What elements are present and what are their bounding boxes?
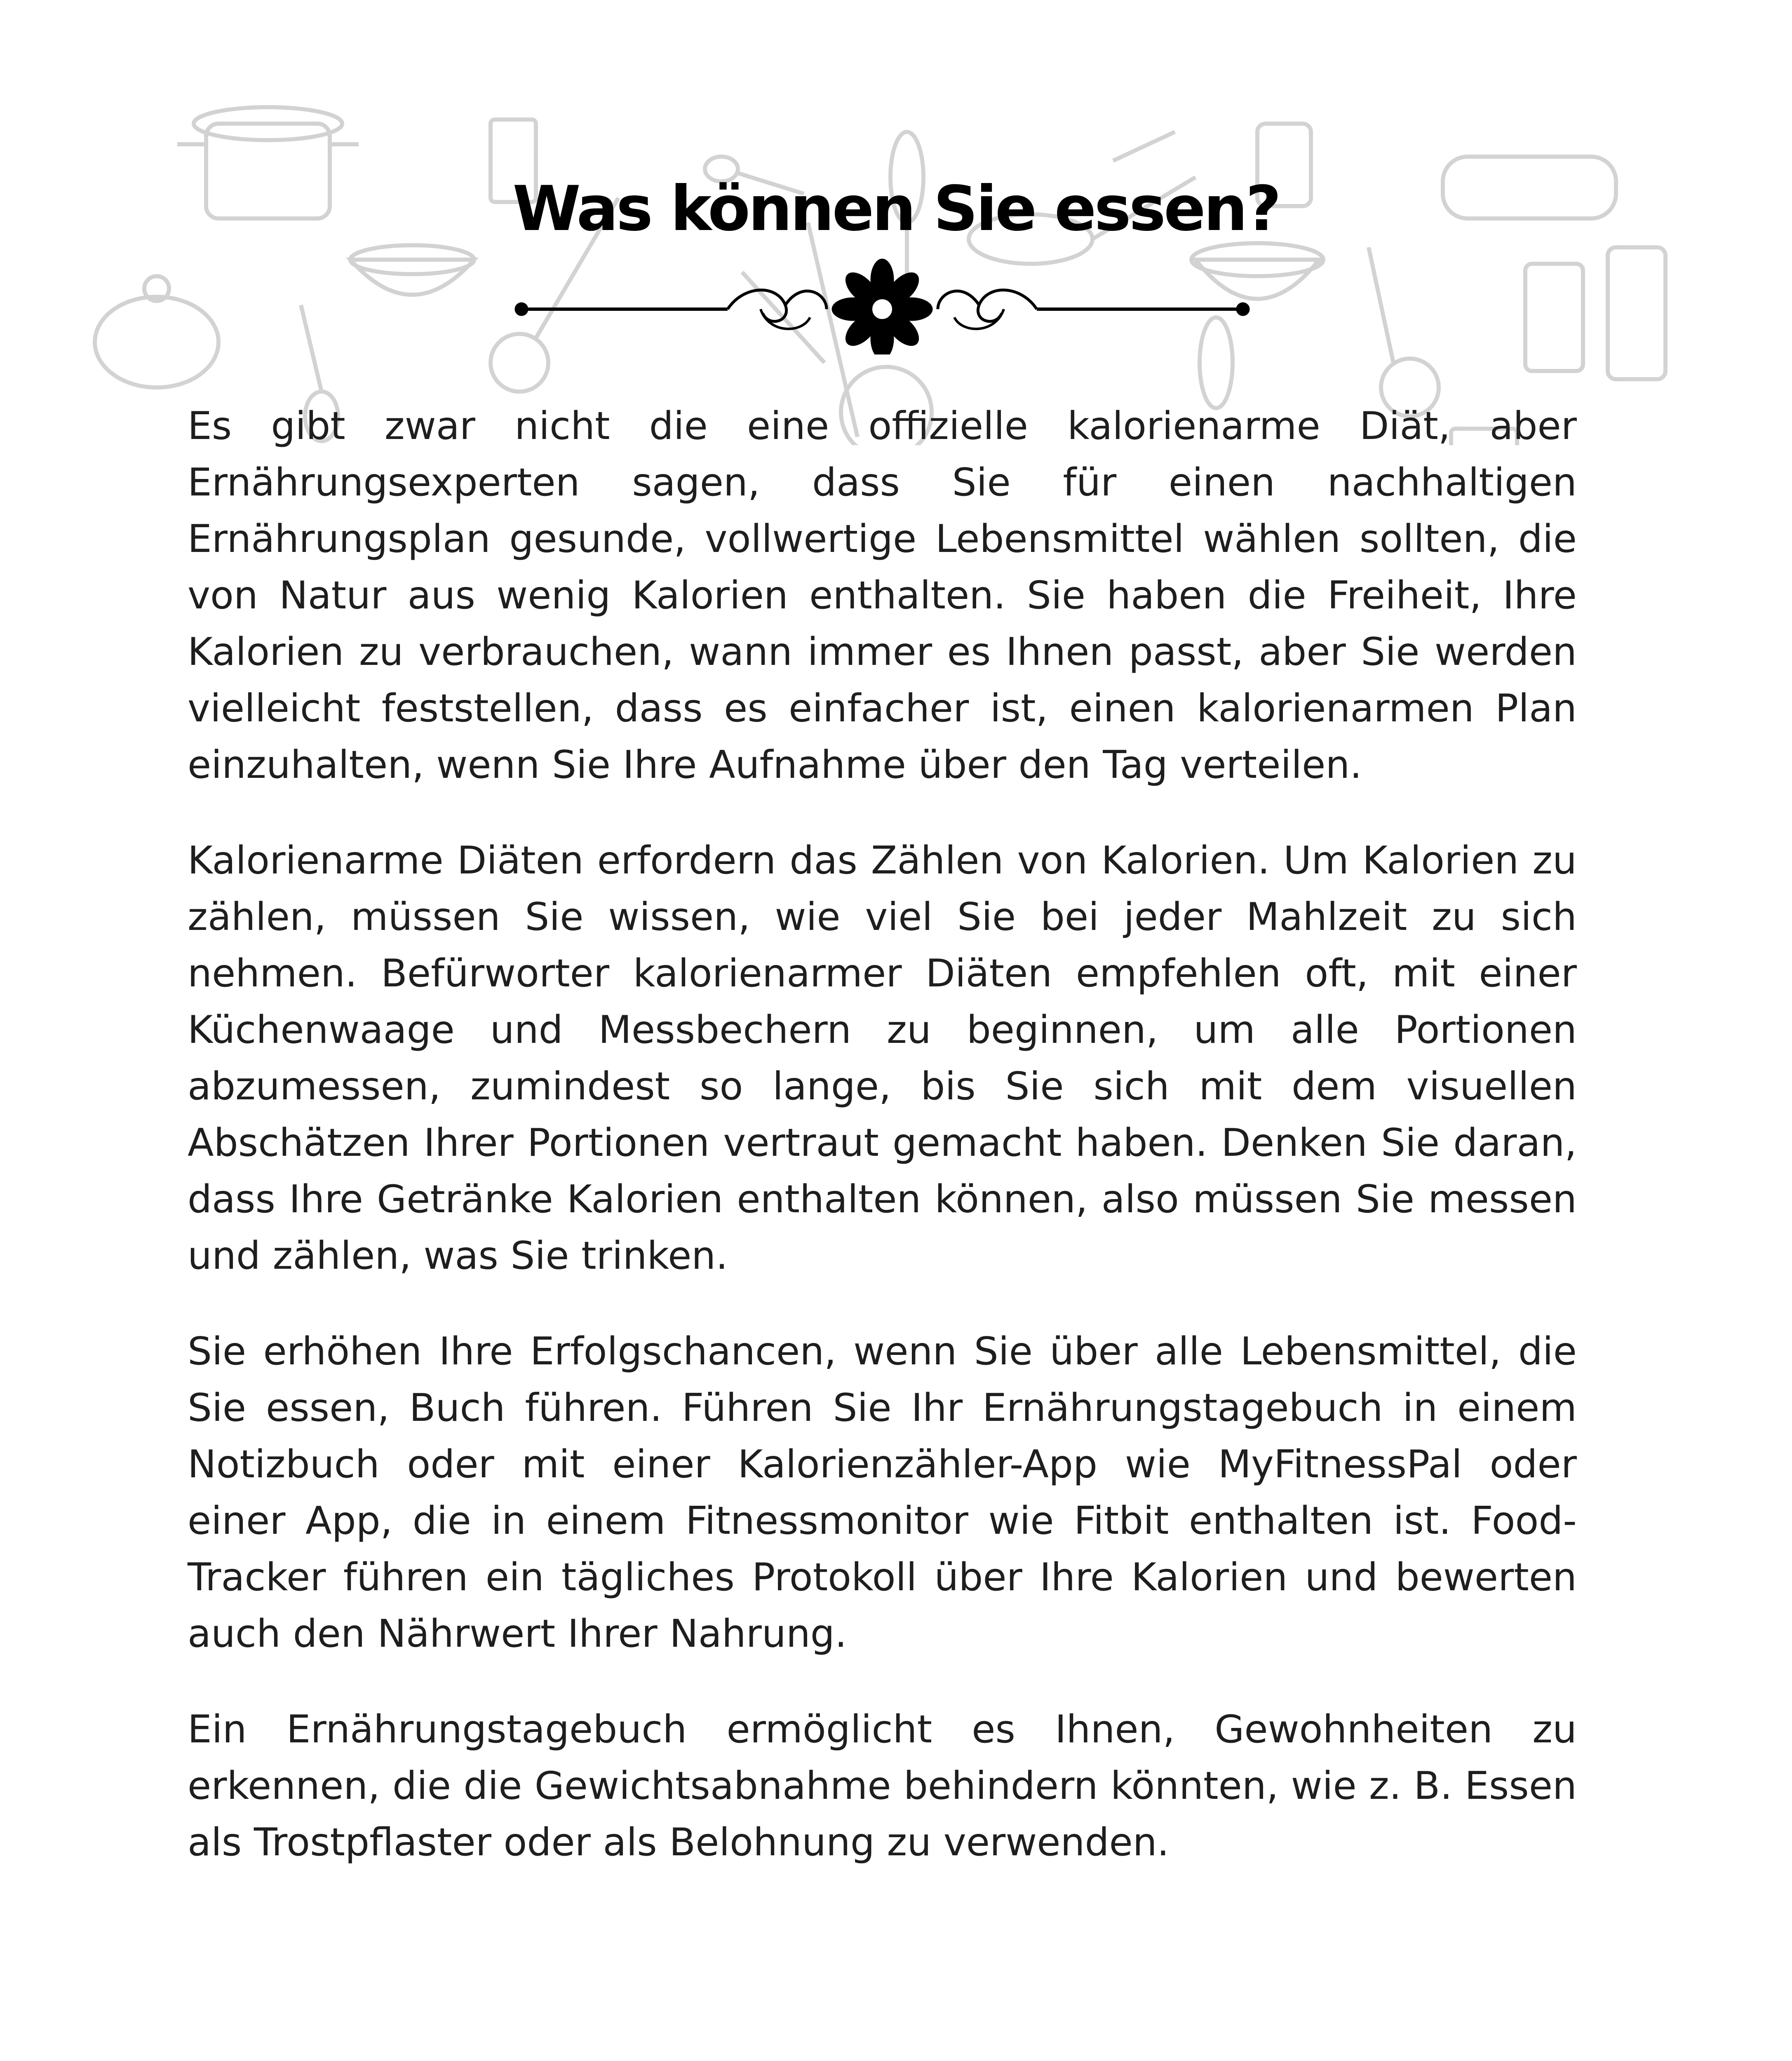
paragraph-4: Ein Ernährungstagebuch ermöglicht es Ihnen, Gewohnheiten zu erkennen, die die Gewichtsabnahme behindern könnten, wie z. B. Essen als Trostpflaster oder als Belohnung zu verwenden. bbox=[188, 1707, 1577, 1864]
body-text bbox=[188, 398, 1577, 1910]
flourish-divider-icon bbox=[513, 256, 1251, 354]
paragraph-1: Es gibt zwar nicht die eine offizielle kalorienarme Diät, aber Ernährungsexperten sagen, dass Sie für einen nachhaltigen Ernährungsplan gesunde, vollwertige Lebensmittel wählen sollten, die von Natur aus wenig Kalorien enthalten. Sie haben die Freiheit, Ihre Kalorien zu verbrauchen, wann immer es Ihnen passt, aber Sie werden vielleicht feststellen, dass es einfacher ist, einen kalorienarmen Plan einzuhalten, wenn Sie Ihre Aufnahme über den Tag verteilen. bbox=[188, 404, 1577, 787]
paragraph-3: Sie erhöhen Ihre Erfolgschancen, wenn Sie über alle Lebensmittel, die Sie essen, Buch führen. Führen Sie Ihr Ernährungstagebuch in einem Notizbuch oder mit einer Kalorienzähler-App wie MyFitnessPal oder einer App, die in einem Fitnessmonitor wie Fitbit enthalten ist. Food-Tracker führen ein tägliches Protokoll über Ihre Kalorien und bewerten auch den Nährwert Ihrer Nahrung. bbox=[188, 1329, 1577, 1656]
paragraph-2: Kalorienarme Diäten erfordern das Zählen von Kalorien. Um Kalorien zu zählen, müssen Sie wissen, wie viel Sie bei jeder Mahlzeit zu sich nehmen. Befürworter kalorienarmer Diäten empfehlen oft, mit einer Küchenwaage und Messbechern zu beginnen, um alle Portionen abzumessen, zumindest so lange, bis Sie sich mit dem visuellen Abschätzen Ihrer Portionen vertraut gemacht haben. Denken Sie daran, dass Ihre Getränke Kalorien enthalten können, also müssen Sie messen und zählen, was Sie trinken. bbox=[188, 838, 1577, 1278]
page-title: Was können Sie essen? bbox=[512, 173, 1280, 245]
